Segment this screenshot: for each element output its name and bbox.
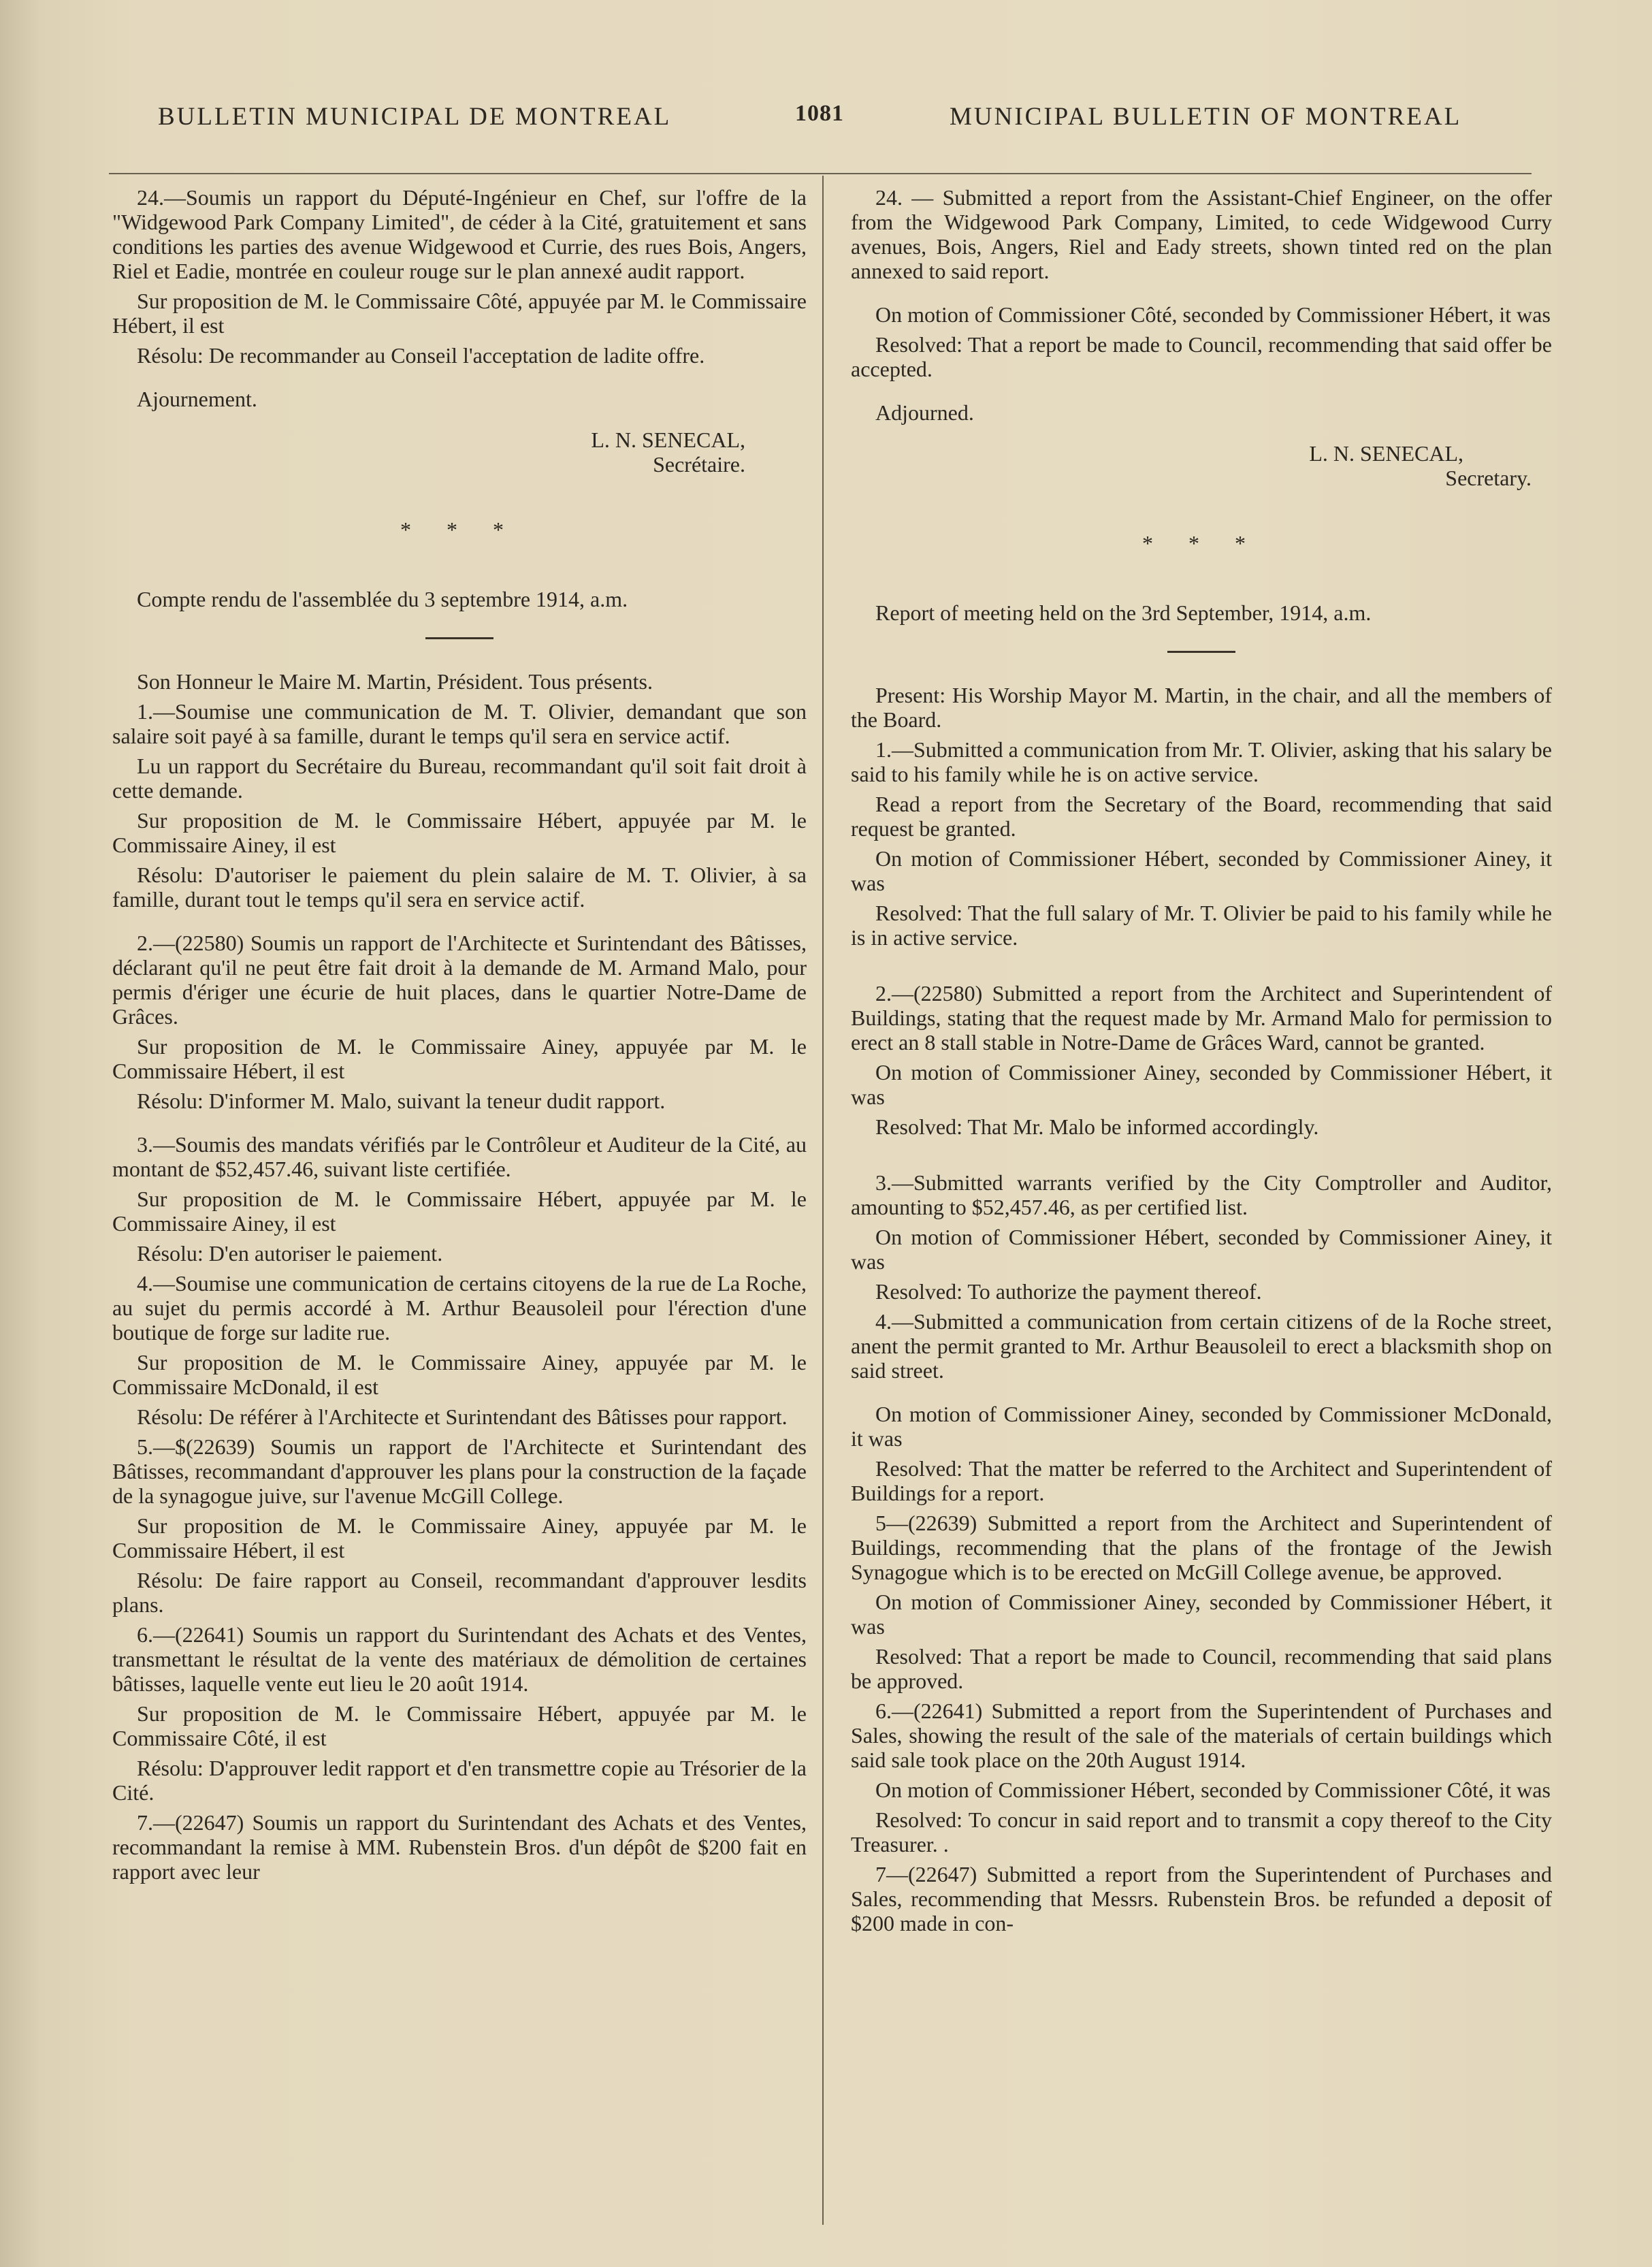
fr-item-5-resolution: Résolu: De faire rapport au Conseil, recommandant d'approuver lesdits plans. [112, 1568, 807, 1617]
fr-item-6-motion: Sur proposition de M. le Commissaire Hébert, appuyée par M. le Commissaire Côté, il est [112, 1701, 807, 1750]
en-separator-stars: * * * [1142, 531, 1261, 556]
en-item-2-motion: On motion of Commissioner Ainey, seconded by Commissioner Hébert, it was [851, 1060, 1552, 1109]
en-item-6: 6.—(22641) Submitted a report from the Superintendent of Purchases and Sales, showing the result of the sale of the materials of certain buildings which said sale took place on the 20th August 1914. [851, 1699, 1552, 1772]
en-short-rule [1167, 651, 1235, 653]
en-item-1-motion: On motion of Commissioner Hébert, seconded by Commissioner Ainey, it was [851, 846, 1552, 895]
en-item-24-resolution: Resolved: That a report be made to Council, recommending that said offer be accepted. [851, 332, 1552, 381]
en-meeting-heading: Report of meeting held on the 3rd September, 1914, a.m. [875, 600, 1372, 625]
fr-item-5: 5.—$(22639) Soumis un rapport de l'Architecte et Surintendant des Bâtisses, recommandant d'approuver les plans pour la construction de la façade de la synagogue juive, sur l'avenue McGill College. [112, 1434, 807, 1508]
en-item-2: 2.—(22580) Submitted a report from the Architect and Superintendent of Buildings, stating that the request made by Mr. Armand Malo for permission to erect an 8 stall stable in Notre-Dame de Grâces Ward, cannot be granted. [851, 981, 1552, 1055]
en-item-1-report: Read a report from the Secretary of the Board, recommending that said request be granted. [851, 792, 1552, 841]
en-item-3-motion: On motion of Commissioner Hébert, seconded by Commissioner Ainey, it was [851, 1225, 1552, 1274]
column-divider [822, 176, 824, 2225]
header-rule [109, 173, 1532, 174]
fr-item-4-motion: Sur proposition de M. le Commissaire Ainey, appuyée par M. le Commissaire McDonald, il est [112, 1350, 807, 1399]
fr-separator-stars: * * * [400, 517, 519, 542]
fr-item-4: 4.—Soumise une communication de certains citoyens de la rue de La Roche, au sujet du permis accordé à M. Arthur Beausoleil pour l'érection d'une boutique de forge sur ladite rue. [112, 1271, 807, 1345]
fr-short-rule [425, 637, 493, 639]
en-item-3: 3.—Submitted warrants verified by the City Comptroller and Auditor, amounting to $52,457.46, as per certified list. [851, 1170, 1552, 1219]
en-item-2-resolution: Resolved: That Mr. Malo be informed accordingly. [875, 1114, 1319, 1139]
fr-item-3-resolution: Résolu: D'en autoriser le paiement. [137, 1241, 443, 1266]
fr-signature-name: L. N. SENECAL, [591, 428, 745, 452]
fr-item-6-resolution: Résolu: D'approuver ledit rapport et d'en transmettre copie au Trésorier de la Cité. [112, 1756, 807, 1805]
fr-item-2: 2.—(22580) Soumis un rapport de l'Architecte et Surintendant des Bâtisses, déclarant qu'il ne peut être fait droit à la demande de M. Armand Malo, pour permis d'ériger une écurie de huit places, dans le quartier Notre-Dame de Grâces. [112, 931, 807, 1029]
fr-item-4-resolution: Résolu: De référer à l'Architecte et Surintendant des Bâtisses pour rapport. [137, 1404, 788, 1429]
en-item-24-motion: On motion of Commissioner Côté, seconded by Commissioner Hébert, it was [875, 302, 1551, 327]
en-item-4-motion: On motion of Commissioner Ainey, seconded by Commissioner McDonald, it was [851, 1402, 1552, 1451]
en-signature-name: L. N. SENECAL, [1309, 441, 1463, 466]
header-french-title: BULLETIN MUNICIPAL DE MONTREAL [158, 103, 672, 131]
fr-item-6: 6.—(22641) Soumis un rapport du Surintendant des Achats et des Ventes, transmettant le résultat de la vente des matériaux de démolition de certaines bâtisses, laquelle vente eut lieu le 20 août 1914. [112, 1622, 807, 1696]
fr-item-3-motion: Sur proposition de M. le Commissaire Hébert, appuyée par M. le Commissaire Ainey, il est [112, 1187, 807, 1236]
fr-item-24: 24.—Soumis un rapport du Député-Ingénieur en Chef, sur l'offre de la "Widgewood Park Company Limited", de céder à la Cité, gratuitement et sans conditions les parties des avenue Widgewood et Currie, des rues Bois, Angers, Riel et Eadie, montrée en couleur rouge sur le plan annexé audit rapport. [112, 185, 807, 283]
en-item-5-motion: On motion of Commissioner Ainey, seconded by Commissioner Hébert, it was [851, 1590, 1552, 1639]
fr-item-5-motion: Sur proposition de M. le Commissaire Ainey, appuyée par M. le Commissaire Hébert, il est [112, 1513, 807, 1562]
fr-item-24-resolution: Résolu: De recommander au Conseil l'acceptation de ladite offre. [137, 343, 705, 368]
en-item-1: 1.—Submitted a communication from Mr. T. Olivier, asking that his salary be said to his family while he is on active service. [851, 737, 1552, 786]
en-signature-title: Secretary. [1445, 466, 1532, 490]
french-column [112, 185, 807, 1889]
fr-item-24-motion: Sur proposition de M. le Commissaire Côté, appuyée par M. le Commissaire Hébert, il est [112, 289, 807, 338]
fr-item-1-resolution: Résolu: D'autoriser le paiement du plein salaire de M. T. Olivier, à sa famille, durant tout le temps qu'il sera en service actif. [112, 863, 807, 912]
fr-signature-title: Secrétaire. [653, 452, 745, 477]
en-item-5-resolution: Resolved: That a report be made to Council, recommending that said plans be approved. [851, 1644, 1552, 1693]
en-item-7: 7—(22647) Submitted a report from the Superintendent of Purchases and Sales, recommending that Messrs. Rubenstein Bros. be refunded a deposit of $200 made in con- [851, 1862, 1552, 1935]
en-item-6-motion: On motion of Commissioner Hébert, seconded by Commissioner Côté, it was [875, 1778, 1551, 1802]
fr-present: Son Honneur le Maire M. Martin, Président. Tous présents. [137, 669, 653, 694]
fr-item-2-resolution: Résolu: D'informer M. Malo, suivant la teneur dudit rapport. [137, 1089, 666, 1113]
en-item-4: 4.—Submitted a communication from certain citizens of de la Roche street, anent the permit granted to Mr. Arthur Beausoleil to erect a blacksmith shop on said street. [851, 1309, 1552, 1383]
en-item-5: 5—(22639) Submitted a report from the Architect and Superintendent of Buildings, recommending that the plans of the frontage of the Jewish Synagogue which is to be erected on McGill College avenue, be approved. [851, 1511, 1552, 1584]
fr-item-1: 1.—Soumise une communication de M. T. Olivier, demandant que son salaire soit payé à sa famille, durant le temps qu'il sera en service actif. [112, 699, 807, 748]
fr-item-7: 7.—(22647) Soumis un rapport du Surintendant des Achats et des Ventes, recommandant la remise à MM. Rubenstein Bros. d'un dépôt de $200 fait en rapport avec leur [112, 1810, 807, 1884]
en-item-1-resolution: Resolved: That the full salary of Mr. T. Olivier be paid to his family while he is in active service. [851, 901, 1552, 950]
fr-meeting-heading: Compte rendu de l'assemblée du 3 septembre 1914, a.m. [137, 587, 628, 611]
en-item-6-resolution: Resolved: To concur in said report and to transmit a copy thereof to the City Treasurer. . [851, 1807, 1552, 1856]
en-item-4-resolution: Resolved: That the matter be referred to the Architect and Superintendent of Buildings for a report. [851, 1456, 1552, 1505]
en-present: Present: His Worship Mayor M. Martin, in the chair, and all the members of the Board. [851, 683, 1552, 732]
fr-item-2-motion: Sur proposition de M. le Commissaire Ainey, appuyée par M. le Commissaire Hébert, il est [112, 1034, 807, 1083]
en-item-3-resolution: Resolved: To authorize the payment thereof. [875, 1279, 1262, 1304]
english-column [851, 185, 1552, 1941]
header-english-title: MUNICIPAL BULLETIN OF MONTREAL [950, 103, 1462, 131]
page-number: 1081 [795, 101, 844, 126]
fr-item-1-motion: Sur proposition de M. le Commissaire Hébert, appuyée par M. le Commissaire Ainey, il est [112, 808, 807, 857]
fr-item-3: 3.—Soumis des mandats vérifiés par le Contrôleur et Auditeur de la Cité, au montant de $52,457.46, suivant liste certifiée. [112, 1132, 807, 1181]
en-adjournment: Adjourned. [875, 400, 974, 425]
fr-adjournment: Ajournement. [137, 387, 257, 411]
fr-item-1-report: Lu un rapport du Secrétaire du Bureau, recommandant qu'il soit fait droit à cette demande. [112, 754, 807, 803]
en-item-24: 24. — Submitted a report from the Assistant-Chief Engineer, on the offer from the Widgewood Park Company, Limited, to cede Widgewood Curry avenues, Bois, Angers, Riel and Eady streets, shown tinted red on the plan annexed to said report. [851, 185, 1552, 283]
